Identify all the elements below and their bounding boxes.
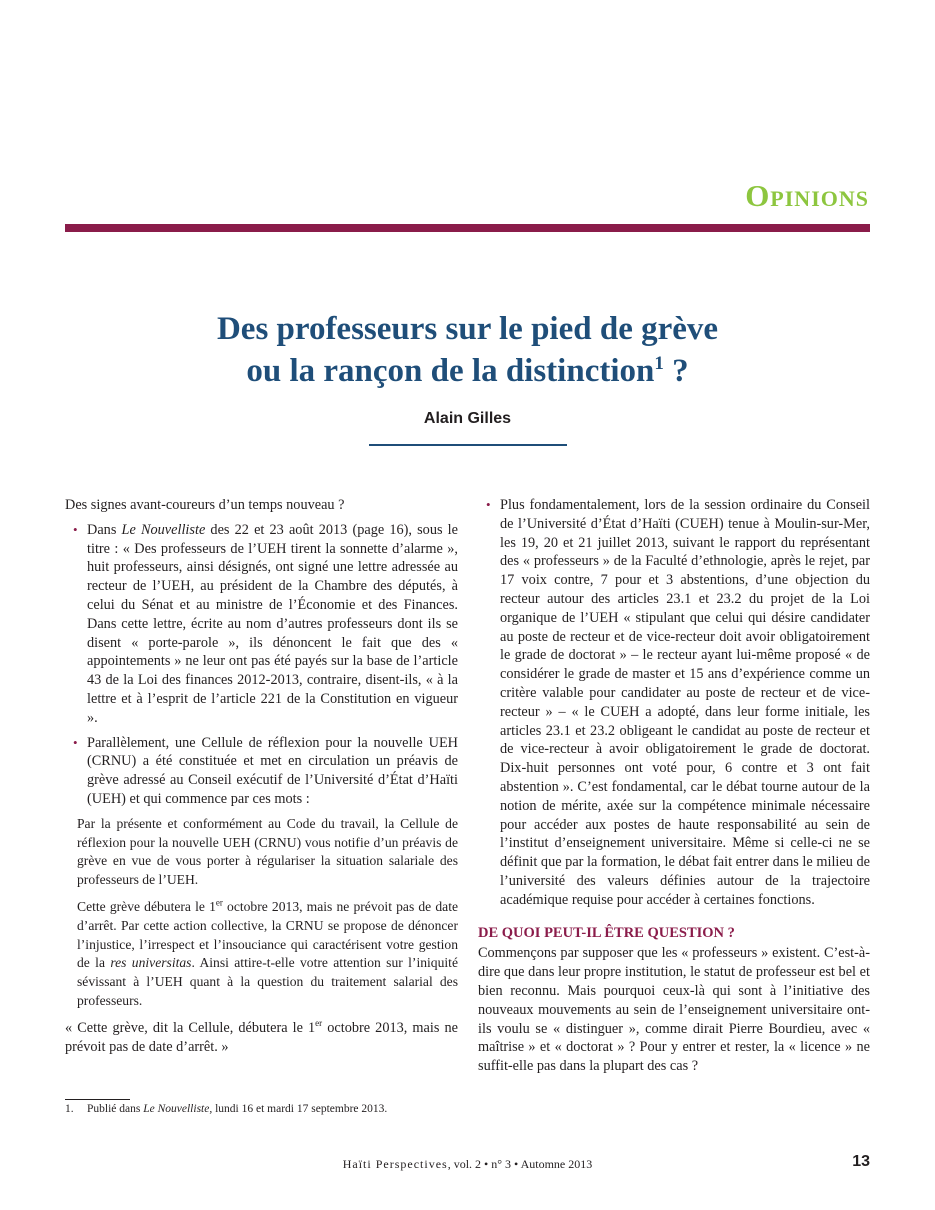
block-quote-2 — [77, 898, 458, 1011]
quote-text-mid: octobre 2013, mais ne prévoit pas de date d’arrêt. Par cette action collective, la CRNU se propose de dénoncer l’injustice, l’irrespect et l’insouciance qui caractérisent votre gestion de la — [77, 898, 459, 971]
journal-name: Haïti Perspectives — [342, 1157, 448, 1171]
closing-text-pre: « Cette grève, dit la Cellule, débutera le 1 — [65, 1019, 316, 1036]
bullet-icon: • — [486, 497, 491, 512]
quote-superscript: er — [215, 897, 223, 908]
author-rule — [369, 444, 567, 446]
section-rule — [65, 224, 870, 232]
section-heading: DE QUOI PEUT-IL ÊTRE QUESTION ? — [478, 924, 735, 941]
article-title — [0, 308, 935, 392]
closing-superscript: er — [315, 1017, 323, 1028]
body-paragraph: Commençons par supposer que les « professeurs » existent. C’est-à-dire que dans leur propre institution, le statut de professeur est bel et bien reconnu. Mais pourquoi ceux-là qui sont à l’initiative des nouveaux mouvements au sein de l’enseignement universitaire ont-ils voulu se « distinguer », comme dirait Pierre Bourdieu, avec « maîtrise » et « doctorat » ? Pour y entrer et rester, la « licence » ne suffit-elle pas dans la plupart des cas ? — [478, 945, 870, 1075]
bullet-text: Plus fondamentalement, lors de la session ordinaire du Conseil de l’Université d’État d’Haïti (CUEH) tenue à Moulin-sur-Mer, les 19, 20 et 21 juillet 2013, suivant le rapport du représentant des « professeurs » de la Faculté d’ethnologie, après le rejet, par 17 voix contre, 7 pour et 3 abstentions, d’une objection du recteur autour des articles 23.1 et 23.2 du projet de la Loi organique de l’UEH « stipulant que celui qui désire candidater au poste de recteur et de vice-recteur doit avoir obligatoirement le grade de doctorat » – le recteur ayant lui-même proposé « de considérer le grade de master et 15 ans d’expérience comme un critère valable pour candidater au poste de recteur et de vice-recteur » – « le CUEH a adopté, dans leur forme initiale, les articles 23.1 et 23.2 obligeant le candidat au poste de recteur et de vice-recteur à avoir obligatoirement le grade de doctorat. Dix-huit personnes ont voté pour, 6 contre et 3 ont fait abstention ». C’est fondamental, car le débat tourne autour de la notion de mérite, axée sur la compétence minimale nécessaire pour accéder aux postes de haute responsabilité au sein de l’institut d’enseignement universitaire. Même si celle-ci ne se définit que par la formation, le débat fait entrer dans le milieu de l’université des valeurs définies autour de la trajectoire académique requise pour accéder à certaines fonctions. — [500, 497, 870, 908]
intro-paragraph: Des signes avant-coureurs d’un temps nouveau ? — [65, 497, 345, 513]
quote-text-pre: Cette grève débutera le 1 — [77, 898, 216, 914]
title-footnote-ref[interactable]: 1 — [654, 353, 664, 374]
footnote-text-pre: Publié dans — [87, 1103, 144, 1115]
footnote-rule — [65, 1099, 130, 1100]
bullet-text-post: des 22 et 23 août 2013 (page 16), sous le titre : « Des professeurs de l’UEH tirent la sonnette d’alarme », huit professeurs, ainsi désignés, ont signé une lettre adressée au recteur de l’UEH, au président de la Chambre des députés, à celui du Sénat et au ministre de l’Économie et des Finances. Dans cette lettre, écrite au nom d’autres professeurs dont ils se disent « porte-parole », ils dénoncent le fait que des « appointements » ne leur ont pas été payés sur la base de l’article 43 de la Loi des finances 2012-2013, contraire, disent-ils, « à la lettre et à l’esprit de l’article 221 de la Constitution en vigueur ». — [87, 521, 458, 726]
issue-info: , vol. 2 • n° 3 • Automne 2013 — [447, 1157, 593, 1171]
bullet-icon: • — [73, 521, 78, 537]
title-line-1: Des professeurs sur le pied de grève — [216, 311, 719, 347]
block-quote-1: Par la présente et conformément au Code du travail, la Cellule de réflexion pour la nouvelle UEH (CRNU) vous notifie d’un préavis de grève en vue de vous porter à régulariser la situation salariale des professeurs de l’UEH. — [77, 815, 458, 888]
bullet-text-pre: Dans — [87, 521, 122, 538]
bullet-item-cueh — [478, 496, 870, 910]
right-column — [478, 496, 870, 1082]
bullet-text: Parallèlement, une Cellule de réflexion pour la nouvelle UEH (CRNU) a été constituée et met en circulation un préavis de grève adressé au Conseil exécutif de l’Université d’État d’Haïti (UEH) et qui commence par ces mots : — [87, 734, 458, 807]
footnote — [65, 1102, 458, 1116]
quote-text-italic: res universitas — [110, 955, 192, 971]
bullet-icon: • — [73, 734, 78, 750]
quote-text-post: . Ainsi attire-t-elle votre attention sur l’iniquité sévissant à l’UEH quant à la question du traitement salarial des professeurs. — [77, 955, 458, 1008]
left-column — [65, 496, 458, 1062]
footnote-text-post: lundi 16 et mardi 17 septembre 2013. — [212, 1103, 388, 1115]
footnote-number: 1. — [65, 1103, 74, 1115]
footnote-text-italic: Le Nouvelliste, — [143, 1103, 213, 1115]
title-line-2 — [0, 350, 935, 392]
bullet-text-italic: Le Nouvelliste — [121, 521, 206, 538]
title-question-mark: ? — [663, 353, 689, 389]
bullet-item-nouvelliste — [65, 521, 458, 728]
closing-text-post: octobre 2013, mais ne prévoit pas de date d’arrêt. » — [65, 1019, 458, 1055]
page-footer — [0, 1157, 935, 1172]
bullet-item-crnu — [65, 734, 458, 809]
closing-paragraph — [65, 1019, 458, 1057]
author-name: Alain Gilles — [423, 410, 512, 427]
title-line-2-text: ou la rançon de la distinction — [246, 353, 655, 389]
page-number: 13 — [852, 1153, 870, 1170]
section-label: Opinions — [745, 178, 869, 213]
